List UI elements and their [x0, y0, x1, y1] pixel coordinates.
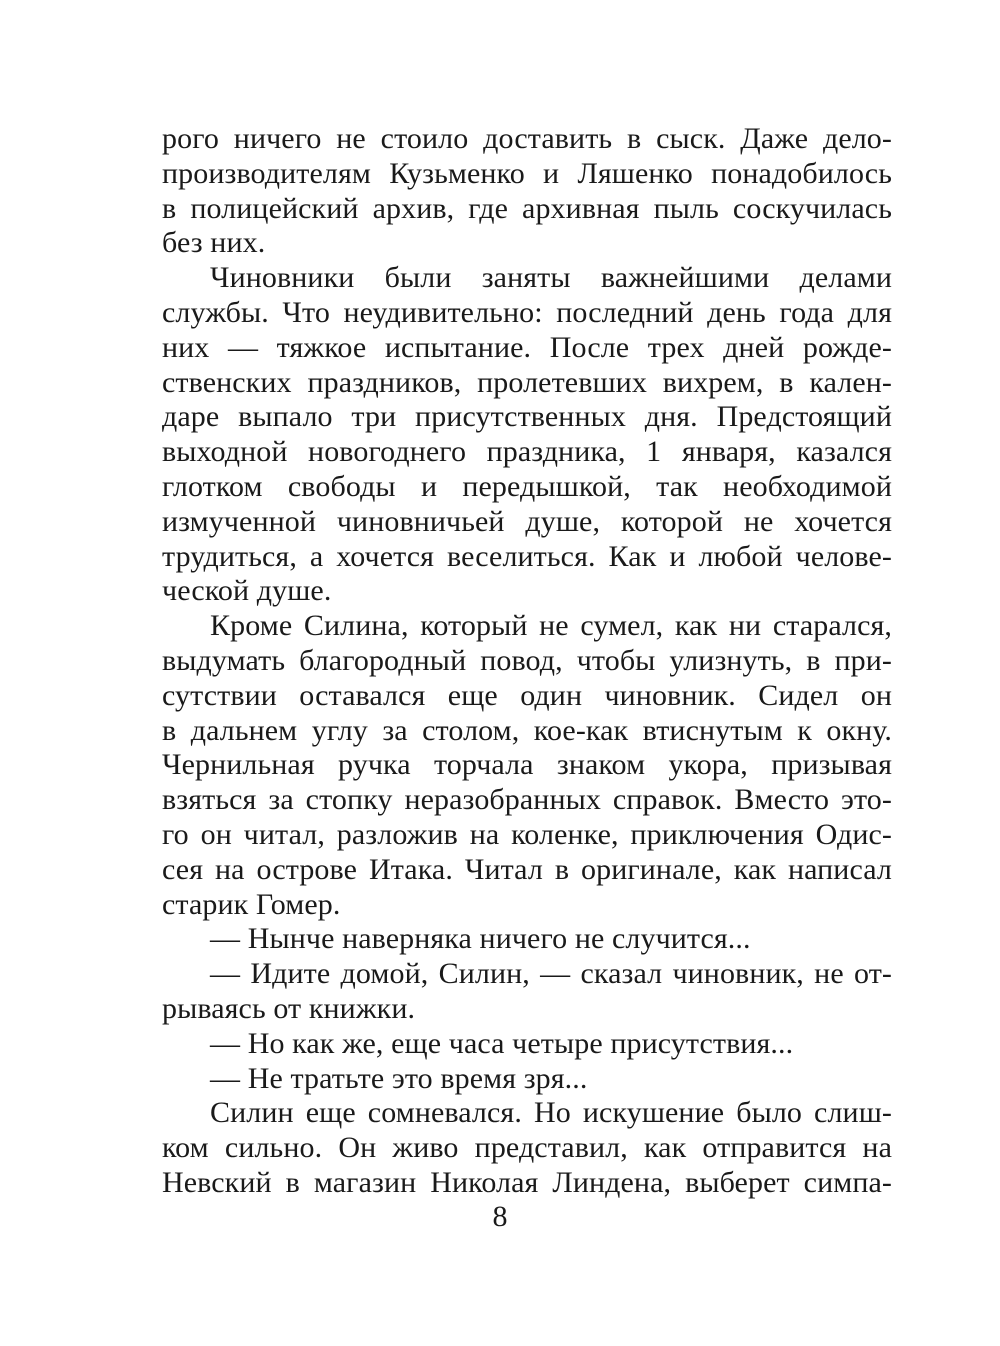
text-line: — Нынче наверняка ничего не случится... — [210, 922, 751, 956]
text-line: службы. Что неудивительно: последний день года для — [162, 295, 892, 329]
text-line: без них. — [162, 226, 266, 260]
text-line: в полицейский архив, где архивная пыль соскучилась — [162, 191, 892, 225]
text-line: ческой душе. — [162, 574, 332, 608]
text-line: — Но как же, еще часа четыре присутствия... — [210, 1026, 794, 1060]
text-line: Кроме Силина, который не сумел, как ни старался, — [210, 609, 892, 643]
text-line: трудиться, а хочется веселиться. Как и любой челове- — [162, 539, 892, 573]
text-line: выходной новогоднего праздника, 1 января, казался — [162, 435, 892, 469]
text-line: взяться за стопку неразобранных справок. Вместо это- — [162, 783, 892, 817]
page-number: 8 — [492, 1200, 508, 1233]
text-line: — Идите домой, Силин, — сказал чиновник, не от- — [210, 957, 892, 991]
text-line: глотком свободы и передышкой, так необходимой — [162, 469, 892, 503]
text-line: них — тяжкое испытание. После трех дней рожде- — [162, 330, 892, 364]
text-line: производителям Кузьменко и Ляшенко понадобилось — [162, 156, 892, 190]
text-line: выдумать благородный повод, чтобы улизнуть, в при- — [162, 643, 892, 677]
text-line: сея на острове Итака. Читал в оригинале, как написал — [162, 852, 892, 886]
text-line: Силин еще сомневался. Но искушение было слиш- — [210, 1096, 892, 1130]
text-line: рого ничего не стоило доставить в сыск. Даже дело- — [162, 122, 892, 155]
text-line: рываясь от книжки. — [162, 991, 416, 1025]
text-line: ком сильно. Он живо представил, как отправится на — [162, 1131, 892, 1165]
text-line: сутствии оставался еще один чиновник. Сидел он — [162, 678, 892, 712]
text-line: в дальнем углу за столом, кое-как втиснутым к окну. — [162, 713, 892, 747]
text-line: го он читал, разложив на коленке, приключения Одис- — [162, 817, 892, 851]
text-line: даре выпало три присутственных дня. Предстоящий — [162, 400, 892, 434]
text-line: — Не тратьте это время зря... — [210, 1061, 588, 1095]
text-line: Чернильная ручка торчала знаком укора, призывая — [162, 748, 892, 782]
text-line: Чиновники были заняты важнейшими делами — [210, 261, 892, 295]
text-line: ственских праздников, пролетевших вихрем, в кален- — [162, 365, 892, 399]
text-line: Невский в магазин Николая Линдена, выберет симпа- — [162, 1165, 892, 1199]
body-text — [162, 122, 892, 1201]
text-line: измученной чиновничьей душе, которой не хочется — [162, 504, 892, 538]
text-line: старик Гомер. — [162, 887, 341, 921]
